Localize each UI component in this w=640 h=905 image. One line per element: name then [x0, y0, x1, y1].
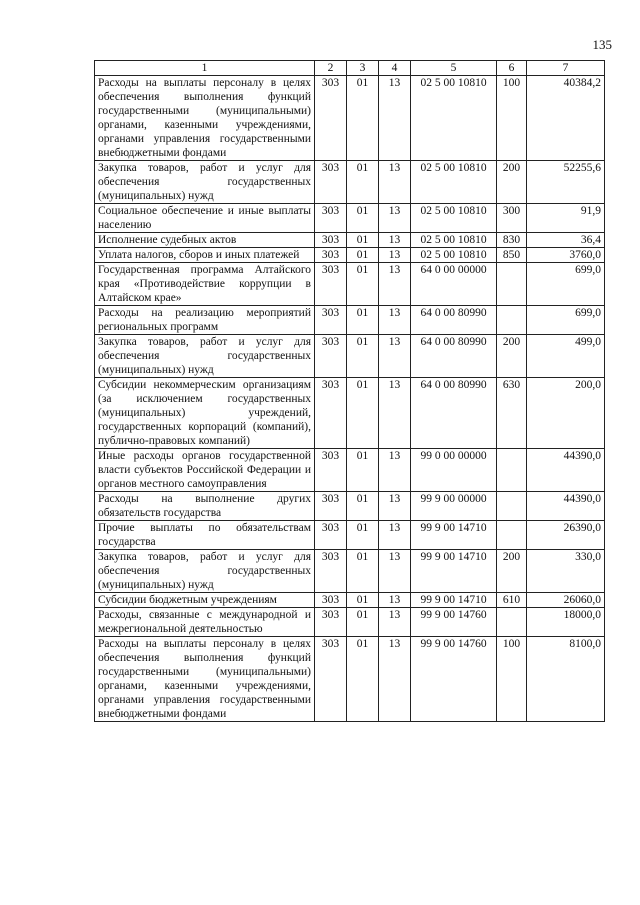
page-number: 135 [592, 37, 612, 52]
header-cell: 7 [527, 61, 605, 76]
row-target-article: 02 5 00 10810 [411, 233, 497, 248]
row-section-code: 01 [347, 335, 379, 378]
table-row [95, 248, 605, 263]
header-cell: 1 [95, 61, 315, 76]
header-cell: 3 [347, 61, 379, 76]
row-section-code: 01 [347, 248, 379, 263]
row-target-article: 99 0 00 00000 [411, 449, 497, 492]
row-expense-type: 300 [497, 204, 527, 233]
row-description: Расходы на выполнение других обязательств государства [95, 492, 315, 521]
row-section-code: 01 [347, 233, 379, 248]
row-subsection-code: 13 [379, 335, 411, 378]
row-target-article: 99 9 00 14710 [411, 550, 497, 593]
row-section-code: 01 [347, 593, 379, 608]
row-amount: 8100,0 [527, 637, 605, 722]
header-cell: 4 [379, 61, 411, 76]
row-subsection-code: 13 [379, 492, 411, 521]
row-subsection-code: 13 [379, 449, 411, 492]
row-description: Закупка товаров, работ и услуг для обеспечения государственных (муниципальных) нужд [95, 550, 315, 593]
row-description: Расходы на выплаты персоналу в целях обеспечения выполнения функций государственными (муниципальными) органами, казенными учреждениями, органами управления государственными внебюджетными фондами [95, 637, 315, 722]
row-amount: 26060,0 [527, 593, 605, 608]
row-amount: 44390,0 [527, 492, 605, 521]
table-row [95, 263, 605, 306]
row-section-code: 01 [347, 449, 379, 492]
row-description: Иные расходы органов государственной власти субъектов Российской Федерации и органов местного самоуправления [95, 449, 315, 492]
row-ministry-code: 303 [315, 492, 347, 521]
row-target-article: 64 0 00 00000 [411, 263, 497, 306]
row-section-code: 01 [347, 161, 379, 204]
row-target-article: 99 9 00 00000 [411, 492, 497, 521]
row-amount: 44390,0 [527, 449, 605, 492]
table-row [95, 550, 605, 593]
row-amount: 200,0 [527, 378, 605, 449]
row-subsection-code: 13 [379, 608, 411, 637]
row-expense-type [497, 263, 527, 306]
row-description: Субсидии бюджетным учреждениям [95, 593, 315, 608]
row-expense-type: 610 [497, 593, 527, 608]
row-section-code: 01 [347, 550, 379, 593]
row-amount: 40384,2 [527, 76, 605, 161]
table-row [95, 76, 605, 161]
row-description: Расходы на выплаты персоналу в целях обеспечения выполнения функций государственными (муниципальными) органами, казенными учреждениями, органами управления государственными внебюджетными фондами [95, 76, 315, 161]
row-ministry-code: 303 [315, 521, 347, 550]
row-section-code: 01 [347, 263, 379, 306]
row-expense-type: 200 [497, 335, 527, 378]
row-target-article: 64 0 00 80990 [411, 306, 497, 335]
row-target-article: 02 5 00 10810 [411, 204, 497, 233]
row-description: Уплата налогов, сборов и иных платежей [95, 248, 315, 263]
row-subsection-code: 13 [379, 637, 411, 722]
row-target-article: 02 5 00 10810 [411, 76, 497, 161]
table-row [95, 521, 605, 550]
row-target-article: 64 0 00 80990 [411, 335, 497, 378]
row-amount: 36,4 [527, 233, 605, 248]
row-section-code: 01 [347, 608, 379, 637]
row-ministry-code: 303 [315, 637, 347, 722]
row-ministry-code: 303 [315, 161, 347, 204]
row-section-code: 01 [347, 637, 379, 722]
row-ministry-code: 303 [315, 593, 347, 608]
row-ministry-code: 303 [315, 204, 347, 233]
row-section-code: 01 [347, 492, 379, 521]
row-amount: 699,0 [527, 306, 605, 335]
row-target-article: 64 0 00 80990 [411, 378, 497, 449]
row-section-code: 01 [347, 204, 379, 233]
row-description: Расходы, связанные с международной и межрегиональной деятельностью [95, 608, 315, 637]
row-ministry-code: 303 [315, 263, 347, 306]
table-row [95, 161, 605, 204]
table-body [95, 76, 605, 722]
header-row [95, 61, 605, 76]
table-row [95, 608, 605, 637]
table-row [95, 449, 605, 492]
table-row [95, 637, 605, 722]
row-section-code: 01 [347, 378, 379, 449]
table-row [95, 306, 605, 335]
row-expense-type [497, 608, 527, 637]
table-row [95, 378, 605, 449]
row-expense-type [497, 492, 527, 521]
row-description: Субсидии некоммерческим организациям (за исключением государственных (муниципальных) учреждений, государственных корпораций (компаний), публично-правовых компаний) [95, 378, 315, 449]
table-row [95, 335, 605, 378]
header-cell: 2 [315, 61, 347, 76]
row-amount: 3760,0 [527, 248, 605, 263]
row-amount: 18000,0 [527, 608, 605, 637]
row-expense-type: 200 [497, 161, 527, 204]
table-row [95, 492, 605, 521]
row-ministry-code: 303 [315, 306, 347, 335]
row-expense-type [497, 306, 527, 335]
row-target-article: 99 9 00 14760 [411, 637, 497, 722]
row-target-article: 02 5 00 10810 [411, 161, 497, 204]
row-subsection-code: 13 [379, 378, 411, 449]
row-subsection-code: 13 [379, 248, 411, 263]
header-cell: 6 [497, 61, 527, 76]
row-section-code: 01 [347, 76, 379, 161]
table-row [95, 233, 605, 248]
row-description: Социальное обеспечение и иные выплаты населению [95, 204, 315, 233]
row-expense-type: 850 [497, 248, 527, 263]
row-amount: 91,9 [527, 204, 605, 233]
row-amount: 699,0 [527, 263, 605, 306]
row-expense-type [497, 521, 527, 550]
row-ministry-code: 303 [315, 449, 347, 492]
row-description: Государственная программа Алтайского края «Противодействие коррупции в Алтайском крае» [95, 263, 315, 306]
row-expense-type [497, 449, 527, 492]
row-subsection-code: 13 [379, 161, 411, 204]
budget-table [94, 60, 605, 722]
row-ministry-code: 303 [315, 233, 347, 248]
row-subsection-code: 13 [379, 521, 411, 550]
row-description: Расходы на реализацию мероприятий региональных программ [95, 306, 315, 335]
row-description: Закупка товаров, работ и услуг для обеспечения государственных (муниципальных) нужд [95, 161, 315, 204]
row-expense-type: 630 [497, 378, 527, 449]
row-target-article: 99 9 00 14710 [411, 521, 497, 550]
row-amount: 330,0 [527, 550, 605, 593]
row-subsection-code: 13 [379, 306, 411, 335]
row-subsection-code: 13 [379, 204, 411, 233]
row-description: Закупка товаров, работ и услуг для обеспечения государственных (муниципальных) нужд [95, 335, 315, 378]
header-cell: 5 [411, 61, 497, 76]
row-ministry-code: 303 [315, 378, 347, 449]
row-amount: 499,0 [527, 335, 605, 378]
table-row [95, 204, 605, 233]
row-ministry-code: 303 [315, 76, 347, 161]
row-target-article: 99 9 00 14760 [411, 608, 497, 637]
row-description: Прочие выплаты по обязательствам государства [95, 521, 315, 550]
row-subsection-code: 13 [379, 263, 411, 306]
row-expense-type: 830 [497, 233, 527, 248]
row-ministry-code: 303 [315, 335, 347, 378]
row-amount: 52255,6 [527, 161, 605, 204]
row-ministry-code: 303 [315, 550, 347, 593]
row-target-article: 99 9 00 14710 [411, 593, 497, 608]
row-ministry-code: 303 [315, 608, 347, 637]
row-target-article: 02 5 00 10810 [411, 248, 497, 263]
row-amount: 26390,0 [527, 521, 605, 550]
row-section-code: 01 [347, 521, 379, 550]
row-subsection-code: 13 [379, 76, 411, 161]
row-expense-type: 100 [497, 76, 527, 161]
row-subsection-code: 13 [379, 233, 411, 248]
row-expense-type: 100 [497, 637, 527, 722]
row-section-code: 01 [347, 306, 379, 335]
row-description: Исполнение судебных актов [95, 233, 315, 248]
row-ministry-code: 303 [315, 248, 347, 263]
row-subsection-code: 13 [379, 593, 411, 608]
table-row [95, 593, 605, 608]
row-expense-type: 200 [497, 550, 527, 593]
row-subsection-code: 13 [379, 550, 411, 593]
